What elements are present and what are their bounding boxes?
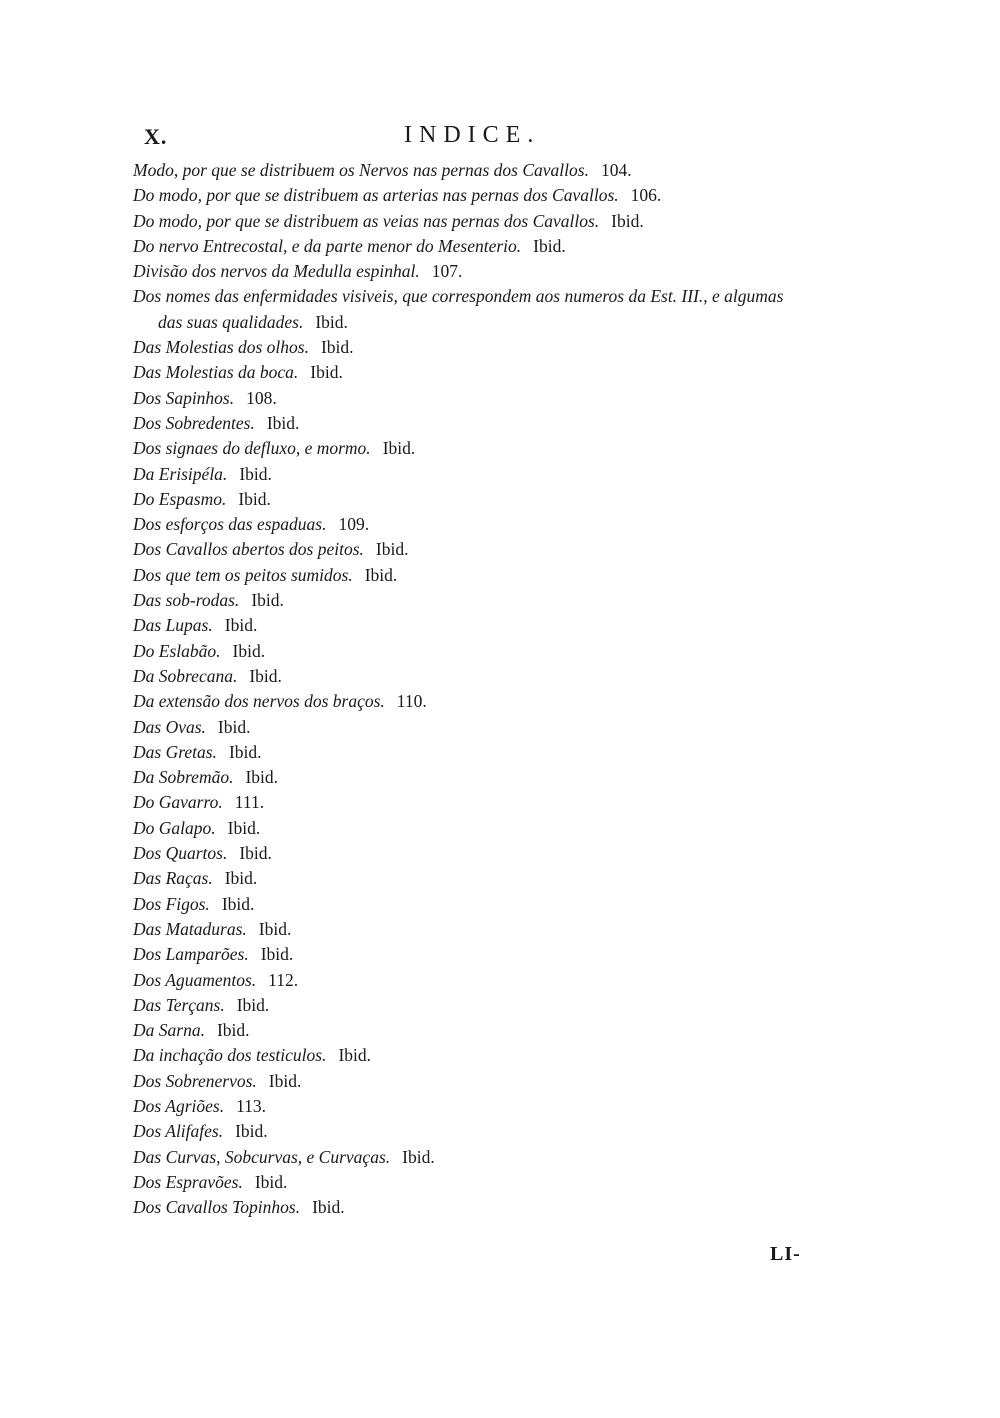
- index-entry: [133, 259, 833, 284]
- page-folio: X.: [144, 124, 168, 149]
- index-entry-page-ref: 109.: [338, 514, 370, 535]
- index-entry: [133, 1145, 833, 1170]
- index-entry-title: Das Curvas, Sobcurvas, e Curvaças.: [133, 1146, 391, 1167]
- index-entry-page-ref: Ibid.: [258, 918, 292, 939]
- index-entry: [133, 512, 833, 537]
- index-entry-title: Dos Lamparões.: [133, 944, 249, 965]
- index-entry-title: Da Sobremão.: [133, 767, 234, 788]
- index-entry-page-ref: 112.: [268, 969, 299, 990]
- index-entry-page-ref: Ibid.: [315, 311, 348, 332]
- catchword: LI-: [770, 1243, 801, 1265]
- index-entry-title: Do modo, por que se distribuem as veias nas pernas dos Cavallos.: [133, 210, 600, 231]
- index-entry-page-ref: Ibid.: [260, 944, 294, 965]
- index-entry-title: Do Gavarro.: [133, 792, 223, 813]
- index-entry: [133, 360, 833, 385]
- index-entry: [133, 1119, 833, 1144]
- index-entry-title: Da Erisipéla.: [133, 463, 228, 484]
- index-entry: [133, 310, 833, 335]
- index-entry-title: Das Raças.: [133, 868, 213, 889]
- index-entry: [133, 537, 833, 562]
- index-entry-page-ref: Ibid.: [375, 539, 409, 560]
- index-entry-title: Da extensão dos nervos dos braços.: [133, 691, 385, 712]
- index-entry-page-ref: Ibid.: [245, 767, 279, 788]
- page-heading: INDICE.: [404, 122, 541, 148]
- index-entry: [133, 411, 833, 436]
- index-entry-title: Do nervo Entrecostal, e da parte menor do Mesenterio.: [133, 235, 522, 256]
- index-entry: [133, 917, 833, 942]
- index-entry-page-ref: Ibid.: [249, 665, 282, 686]
- index-entry-page-ref: Ibid.: [251, 590, 284, 611]
- index-entry-title: Dos Espravões.: [133, 1171, 243, 1192]
- index-entry-page-ref: Ibid.: [254, 1171, 288, 1192]
- index-entry-page-ref: 108.: [246, 387, 277, 408]
- index-entry-title: Das Mataduras.: [133, 918, 247, 939]
- index-entry: [133, 866, 833, 891]
- index-entry-page-ref: Ibid.: [227, 817, 261, 838]
- index-entry: [133, 790, 833, 815]
- index-entry: [133, 234, 833, 259]
- index-entry-title: Dos signaes do defluxo, e mormo.: [133, 438, 371, 459]
- index-entry-title: Do Eslabão.: [133, 640, 221, 661]
- index-entry: [133, 1043, 833, 1068]
- index-entry-page-ref: Ibid.: [224, 868, 258, 889]
- index-entry: [133, 740, 833, 765]
- index-entry-title: Dos esforços das espaduas.: [133, 514, 327, 535]
- index-entry: [133, 1069, 833, 1094]
- index-entry: [133, 284, 833, 309]
- index-entry: [133, 639, 833, 664]
- index-entry-page-ref: Ibid.: [238, 488, 271, 509]
- index-entry-title: Do modo, por que se distribuem as arterias nas pernas dos Cavallos.: [133, 185, 619, 206]
- index-entry-title: Dos Aguamentos.: [133, 969, 257, 990]
- index-entry: [133, 487, 833, 512]
- index-entry-page-ref: Ibid.: [221, 893, 255, 914]
- index-entry-page-ref: Ibid.: [364, 564, 398, 585]
- index-entry-title: Das Lupas.: [133, 615, 213, 636]
- index-entry-title: Dos nomes das enfermidades visiveis, que correspondem aos numeros da Est. III., e algumas: [133, 286, 784, 307]
- index-entry-page-ref: Ibid.: [239, 463, 272, 484]
- index-entry-page-ref: Ibid.: [216, 1020, 250, 1041]
- index-entry-title: Dos Figos.: [133, 893, 210, 914]
- index-entry-title: Dos que tem os peitos sumidos.: [133, 564, 353, 585]
- index-entry-page-ref: Ibid.: [224, 615, 258, 636]
- index-entry-title: Das Molestias da boca.: [133, 362, 299, 383]
- index-entry-page-ref: Ibid.: [312, 1197, 345, 1218]
- index-entry: [133, 715, 833, 740]
- index-entry-title: Dos Agriões.: [133, 1095, 225, 1116]
- index-entry: [133, 816, 833, 841]
- index-entry-page-ref: Ibid.: [320, 337, 354, 358]
- index-entry: [133, 765, 833, 790]
- index-entry: [133, 664, 833, 689]
- index-entry-title: Das sob-rodas.: [133, 590, 240, 611]
- index-entry-page-ref: 104.: [600, 160, 632, 180]
- index-entry-page-ref: Ibid.: [338, 1045, 372, 1066]
- index-entry-title: Das Terçans.: [133, 994, 225, 1015]
- index-entry-title: Das Ovas.: [133, 716, 206, 737]
- index-entry-title: Dos Sobredentes.: [133, 412, 255, 433]
- index-entry: [133, 1018, 833, 1043]
- index-entry-page-ref: 111.: [234, 792, 265, 813]
- index-entry-title: Dos Quartos.: [133, 843, 228, 864]
- index-entry: [133, 1195, 833, 1220]
- index-entry: [133, 689, 833, 714]
- index-entry-page-ref: Ibid.: [533, 235, 566, 256]
- index-entry-page-ref: Ibid.: [228, 741, 262, 762]
- index-entry-title: Modo, por que se distribuem os Nervos nas pernas dos Cavallos.: [133, 160, 589, 180]
- index-entry: [133, 993, 833, 1018]
- index-entry-title: Da Sarna.: [133, 1020, 205, 1041]
- index-entry-title: Das Gretas.: [133, 741, 217, 762]
- index-entry-title: das suas qualidades.: [158, 311, 304, 332]
- index-entry-page-ref: Ibid.: [310, 362, 343, 383]
- index-entries: [133, 158, 833, 1220]
- index-entry-page-ref: Ibid.: [266, 412, 300, 433]
- index-entry: [133, 613, 833, 638]
- index-entry-page-ref: 106.: [630, 185, 662, 206]
- index-entry: [133, 436, 833, 461]
- index-entry: [133, 968, 833, 993]
- index-entry: [133, 588, 833, 613]
- index-entry: [133, 892, 833, 917]
- index-entry-page-ref: Ibid.: [402, 1146, 435, 1167]
- index-entry-title: Dos Sapinhos.: [133, 387, 235, 408]
- index-entry: [133, 158, 833, 183]
- index-entry-title: Dos Alifafes.: [133, 1121, 224, 1142]
- index-entry-page-ref: 110.: [396, 691, 427, 712]
- index-entry: [133, 386, 833, 411]
- index-entry-page-ref: Ibid.: [232, 640, 266, 661]
- index-entry-title: Dos Sobrenervos.: [133, 1070, 257, 1091]
- index-entry-page-ref: 113.: [236, 1095, 267, 1116]
- index-entry-page-ref: Ibid.: [239, 843, 272, 864]
- index-entry: [133, 209, 833, 234]
- index-entry: [133, 335, 833, 360]
- index-entry-page-ref: Ibid.: [382, 438, 416, 459]
- index-entry-title: Divisão dos nervos da Medulla espinhal.: [133, 261, 420, 282]
- index-entry-page-ref: 107.: [431, 261, 463, 282]
- index-entry-page-ref: Ibid.: [235, 1121, 268, 1142]
- index-entry-page-ref: Ibid.: [217, 716, 251, 737]
- index-entry: [133, 563, 833, 588]
- index-entry-title: Da inchação dos testiculos.: [133, 1045, 327, 1066]
- index-entry: [133, 1170, 833, 1195]
- index-entry: [133, 841, 833, 866]
- index-entry: [133, 183, 833, 208]
- index-entry-title: Dos Cavallos Topinhos.: [133, 1197, 301, 1218]
- index-entry-title: Da Sobrecana.: [133, 665, 238, 686]
- index-entry-title: Dos Cavallos abertos dos peitos.: [133, 539, 364, 560]
- index-entry-title: Das Molestias dos olhos.: [133, 337, 309, 358]
- index-entry: [133, 942, 833, 967]
- index-entry-page-ref: Ibid.: [236, 994, 270, 1015]
- index-entry: [133, 462, 833, 487]
- index-entry: [133, 1094, 833, 1119]
- index-entry-page-ref: Ibid.: [611, 210, 644, 231]
- index-entry-title: Do Galapo.: [133, 817, 216, 838]
- index-entry-page-ref: Ibid.: [268, 1070, 302, 1091]
- index-entry-title: Do Espasmo.: [133, 488, 227, 509]
